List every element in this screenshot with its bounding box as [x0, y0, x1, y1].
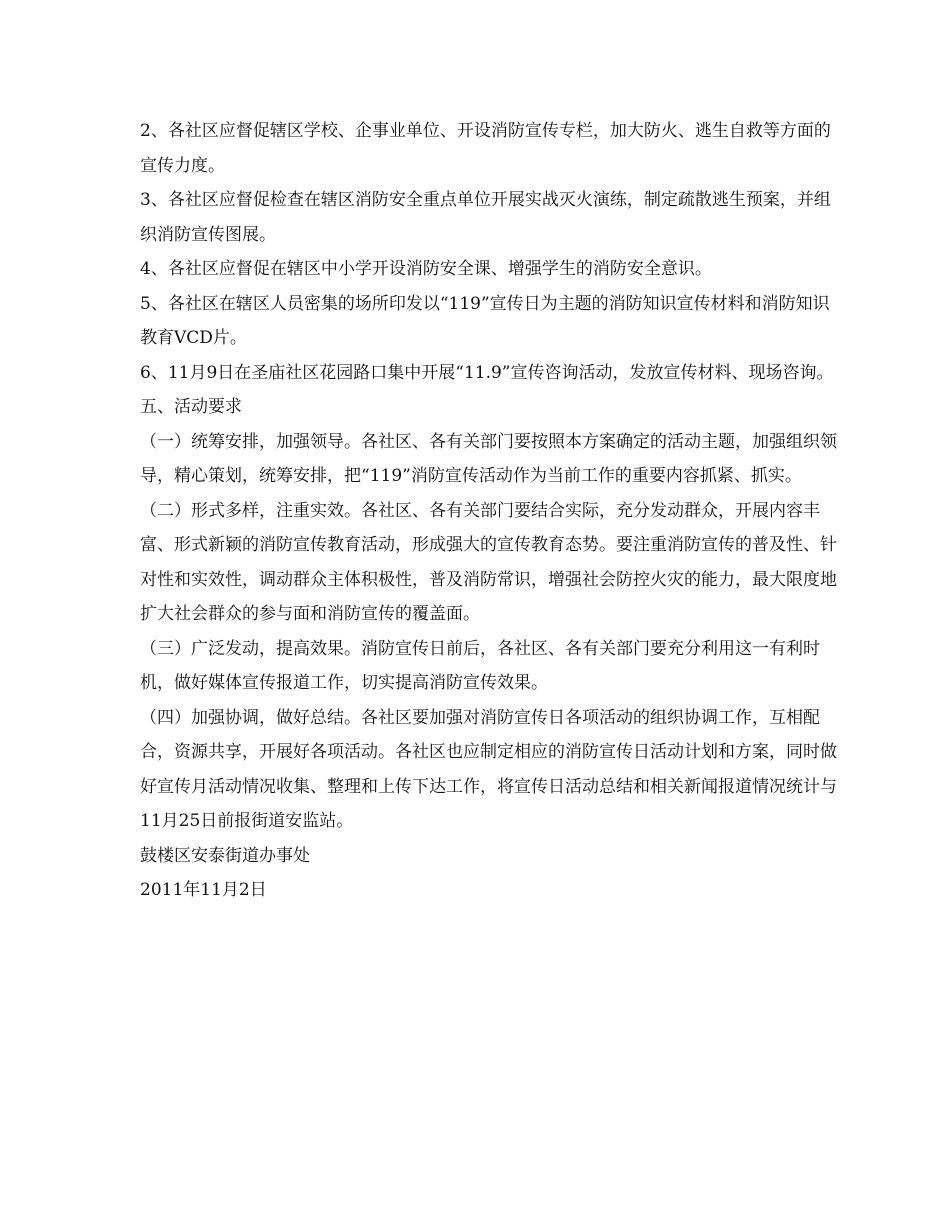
requirement-3: （三）广泛发动，提高效果。消防宣传日前后，各社区、各有关部门要充分利用这一有利时机，做好媒体宣传报道工作，切实提高消防宣传效果。 [140, 638, 820, 693]
list-item-2: 2、各社区应督促辖区学校、企事业单位、开设消防宣传专栏，加大防火、逃生自救等方面的宣传力度。 [140, 121, 831, 176]
list-item-6: 6、11月9日在圣庙社区花园路口集中开展“11.9”宣传咨询活动，发放宣传材料、现场咨询。 [140, 362, 834, 383]
issuer-signature: 鼓楼区安泰街道办事处 [140, 845, 310, 866]
list-item-5: 5、各社区在辖区人员密集的场所印发以“119”宣传日为主题的消防知识宣传材料和消防知识教育VCD片。 [140, 293, 830, 348]
requirement-4: （四）加强协调，做好总结。各社区要加强对消防宣传日各项活动的组织协调工作，互相配合，资源共享，开展好各项活动。各社区也应制定相应的消防宣传日活动计划和方案，同时做好宣传月活动情况收集、整理和上传下达工作，将宣传日活动总结和相关新闻报道情况统计与11月25日前报街道安监站。 [140, 707, 837, 831]
section-heading: 五、活动要求 [140, 397, 242, 417]
document-body [140, 114, 840, 908]
list-item-3: 3、各社区应督促检查在辖区消防安全重点单位开展实战灭火演练，制定疏散逃生预案，并组织消防宣传图展。 [140, 190, 831, 245]
issue-date: 2011年11月2日 [140, 880, 267, 900]
list-item-4: 4、各社区应督促在辖区中小学开设消防安全课、增强学生的消防安全意识。 [140, 259, 712, 279]
requirement-2: （二）形式多样，注重实效。各社区、各有关部门要结合实际，充分发动群众，开展内容丰富、形式新颖的消防宣传教育活动，形成强大的宣传教育态势。要注重消防宣传的普及性、针对性和实效性，调动群众主体积极性，普及消防常识，增强社会防控火灾的能力，最大限度地扩大社会群众的参与面和消防宣传的覆盖面。 [140, 500, 837, 624]
requirement-1: （一）统筹安排，加强领导。各社区、各有关部门要按照本方案确定的活动主题，加强组织领导，精心策划，统筹安排，把“119”消防宣传活动作为当前工作的重要内容抓紧、抓实。 [140, 431, 837, 486]
